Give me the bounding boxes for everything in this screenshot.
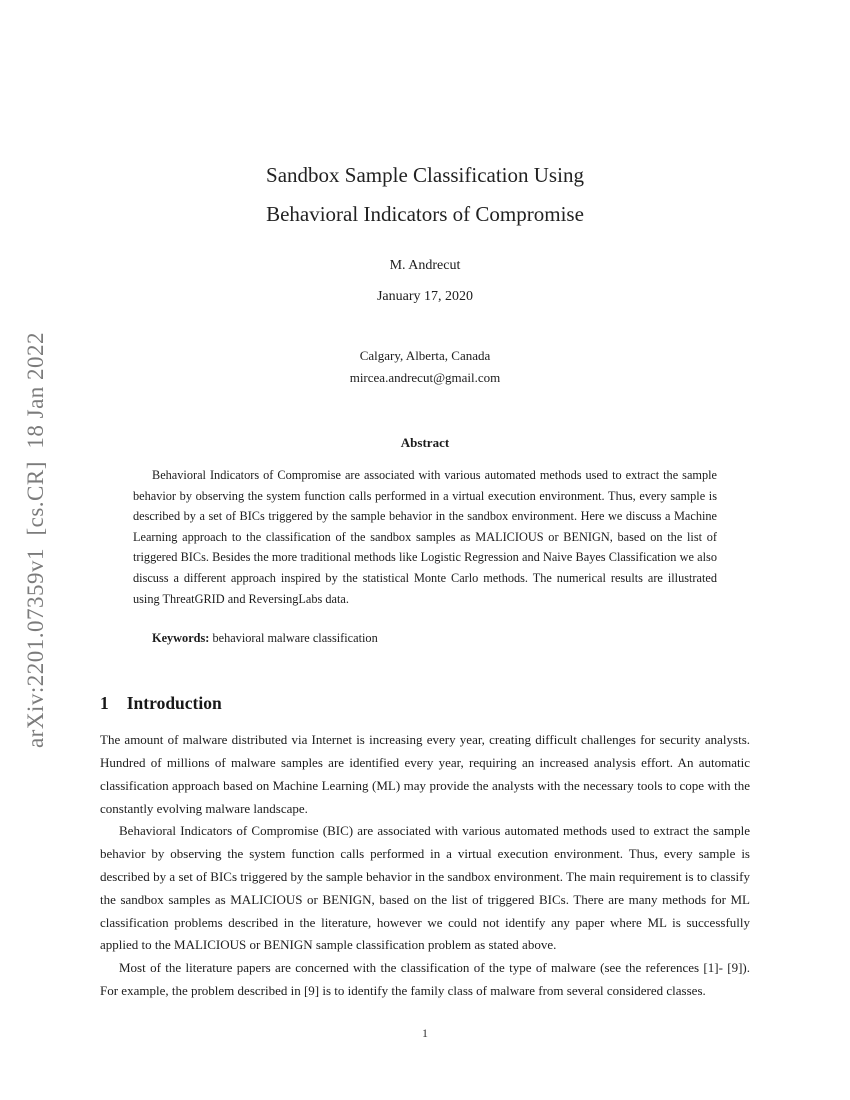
section-1-title: Introduction	[126, 693, 222, 714]
affiliation-block	[100, 345, 750, 389]
keywords-line	[133, 631, 717, 646]
paper-title-line2: Behavioral Indicators of Compromise	[266, 202, 584, 226]
intro-paragraph-1: The amount of malware distributed via Internet is increasing every year, creating difficult challenges for security analysts. Hundred of millions of malware samples are identified every year, requiring an increased analysis effort. An automatic classification approach based on Machine Learning (ML) may provide the analysts with the necessary tools to cope with the constantly evolving malware landscape.	[100, 732, 750, 816]
paper-title-line1: Sandbox Sample Classification Using	[266, 163, 584, 187]
abstract-heading: Abstract	[400, 435, 450, 450]
paper-date: January 17, 2020	[376, 289, 474, 304]
abstract-text: Behavioral Indicators of Compromise are associated with various automated methods used to extract the sample behavior by observing the system function calls performed in a virtual execution environment. Thus, every sample is described by a set of BICs triggered by the sample behavior in the sandbox environment. Here we discuss a Machine Learning approach to the classification of the sandbox samples as MALICIOUS or BENIGN, based on the list of triggered BICs. Besides the more traditional methods like Logistic Regression and Naive Bayes Classification we also discuss a different approach inspired by the statistical Monte Carlo methods. The numerical results are illustrated using ThreatGRID and ReversingLabs data.	[133, 468, 717, 606]
paper-content	[100, 0, 750, 1003]
section-1-heading	[100, 693, 750, 714]
section-1-number: 1	[100, 693, 109, 714]
keywords-text: behavioral malware classification	[212, 631, 378, 646]
arxiv-watermark: arXiv:2201.07359v1 [cs.CR] 18 Jan 2022	[23, 331, 48, 749]
affiliation: Calgary, Alberta, Canada	[359, 348, 491, 363]
intro-paragraph-3: Most of the literature papers are concerned with the classification of the type of malware (see the references [1]- [9]). For example, the problem described in [9] is to identify the family class of malware from several considered classes.	[100, 960, 750, 998]
page-number: 1	[422, 1026, 428, 1040]
author-name: M. Andrecut	[389, 258, 461, 273]
intro-paragraph-2: Behavioral Indicators of Compromise (BIC) are associated with various automated methods used to extract the sample behavior by observing the system function calls performed in a virtual execution environment. Thus, every sample is described by a set of BICs triggered by the sample behavior in the sandbox environment. The main requirement is to classify the sandbox samples as MALICIOUS or BENIGN, based on the list of triggered BICs. There are many methods for ML classification problems described in the literature, however we could not identify any paper where ML is successfully applied to the MALICIOUS or BENIGN sample classification problem as stated above.	[100, 823, 750, 953]
paper-title	[100, 156, 750, 234]
keywords-label: Keywords:	[152, 631, 210, 646]
author-email: mircea.andrecut@gmail.com	[349, 370, 501, 385]
